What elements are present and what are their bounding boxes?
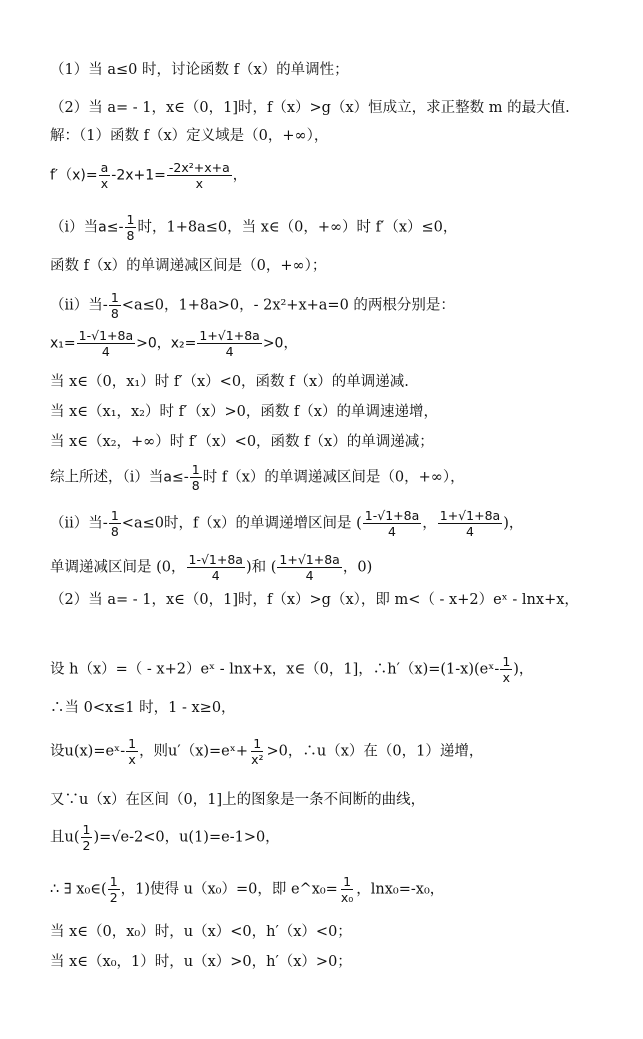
- summary-i-line: 综上所述，（i）当a≤- $\frac{1}{8}$ 时 f（x）的单调递减区间是（0，+∞），: [50, 462, 465, 493]
- text-line-1: （1）当 a≤0 时，讨论函数 f（x）的单调性；: [50, 62, 349, 78]
- fraction: $\frac{1}{8}$: [191, 462, 200, 493]
- fraction: $\frac{1-√1+8a}{4}$: [188, 552, 243, 583]
- text-line-interval-1: 当 x∈（0，x₁）时 f′（x）<0，函数 f（x）的单调递减.: [50, 374, 409, 390]
- u-definition-line: 设u(x)=eˣ- $\frac{1}{x}$ ，则u′（x)=eˣ+ $\frac{1}{\text{x²}}$ >0，∴u（x）在（0，1）递增，: [50, 736, 484, 767]
- text-line-interval-2: 当 x∈（x₁，x₂）时 f′（x）>0，函数 f（x）的单调速递增，: [50, 404, 438, 420]
- fraction: $\frac{1-√1+8a}{4}$: [364, 508, 420, 539]
- part2-line: （2）当 a= - 1，x∈（0，1]时，f（x）>g（x），即 m<（ - x+2）eˣ - lnx+x，: [50, 592, 579, 608]
- fraction: $\frac{1}{8}$: [110, 290, 119, 321]
- summary-ii-line: （ii）当- $\frac{1}{8}$ <a≤0时，f（x）的单调递增区间是 ( $\frac{1-√1+8a}{4}$ ， $\frac{1+√1+8a}{4}$ )，: [50, 508, 524, 539]
- text-line-final-1: 当 x∈（0，x₀）时，u（x）<0，h′（x）<0；: [50, 924, 352, 940]
- text-line-condition: ∴当 0<x≤1 时，1 - x≥0，: [50, 700, 236, 716]
- u-values-line: 且u( $\frac{1}{2}$ )=√e-2<0，u(1)=e-1>0，: [50, 822, 280, 853]
- fraction: $\frac{1}{\text{x²}}$: [251, 736, 264, 767]
- fraction: $\frac{1+√1+8a}{4}$: [199, 328, 260, 359]
- text-line-decreasing: 函数 f（x）的单调递减区间是（0，+∞）；: [50, 258, 327, 274]
- fraction: $\frac{\text{-2x²+x+a}}{x}$: [168, 160, 230, 191]
- fraction: $\frac{1+√1+8a}{4}$: [279, 552, 340, 583]
- fraction: $\frac{1+√1+8a}{4}$: [439, 508, 501, 539]
- text-line-continuous: 又∵u（x）在区间（0，1]上的图象是一条不间断的曲线，: [50, 792, 426, 808]
- fraction: $\frac{1-√1+8a}{4}$: [78, 328, 134, 359]
- derivative-line: f′（x)= $\frac{a}{x}$ -2x+1= $\frac{\text{-2x²+x+a}}{x}$ ，: [50, 160, 247, 191]
- fraction: $\frac{1}{8}$: [126, 212, 135, 243]
- text-line-interval-3: 当 x∈（x₂，+∞）时 f′（x）<0，函数 f（x）的单调递减；: [50, 434, 434, 450]
- case-ii-line: （ii）当- $\frac{1}{8}$ <a≤0，1+8a>0，- 2x²+x+a=0 的两根分别是：: [50, 290, 455, 321]
- text-line-3: 解：（1）函数 f（x）定义域是（0，+∞），: [50, 128, 329, 144]
- fraction: $\frac{1}{\text{x₀}}$: [340, 874, 354, 905]
- roots-line: x₁= $\frac{1-√1+8a}{4}$ >0，x₂= $\frac{1+√1+8a}{4}$ >0，: [50, 328, 298, 359]
- exists-line: ∴ ∃ x₀∈( $\frac{1}{2}$ ，1)使得 u（x₀）=0，即 e^x₀= $\frac{1}{\text{x₀}}$ ，lnx₀=-x₀，: [50, 874, 445, 905]
- fraction: $\frac{1}{2}$: [82, 822, 91, 853]
- fraction: $\frac{1}{x}$: [128, 736, 137, 767]
- case-i-line: （i）当a≤- $\frac{1}{8}$ 时，1+8a≤0，当 x∈（0，+∞）时 f′（x）≤0，: [50, 212, 458, 243]
- fraction: $\frac{a}{x}$: [100, 160, 109, 191]
- fraction: $\frac{1}{8}$: [110, 508, 119, 539]
- fraction: $\frac{1}{2}$: [109, 874, 118, 905]
- text-line-2: （2）当 a= - 1，x∈（0，1]时，f（x）>g（x）恒成立，求正整数 m 的最大值.: [50, 100, 570, 116]
- text-line-final-2: 当 x∈（x₀，1）时，u（x）>0，h′（x）>0；: [50, 954, 352, 970]
- fraction: $\frac{1}{x}$: [502, 654, 511, 685]
- h-definition-line: 设 h（x）=（ - x+2）eˣ - lnx+x，x∈（0，1]，∴h′（x)=(1-x)(eˣ- $\frac{1}{x}$ )，: [50, 654, 534, 685]
- decreasing-interval-line: 单调递减区间是 (0， $\frac{1-√1+8a}{4}$ )和 ( $\frac{1+√1+8a}{4}$ ，0): [50, 552, 373, 583]
